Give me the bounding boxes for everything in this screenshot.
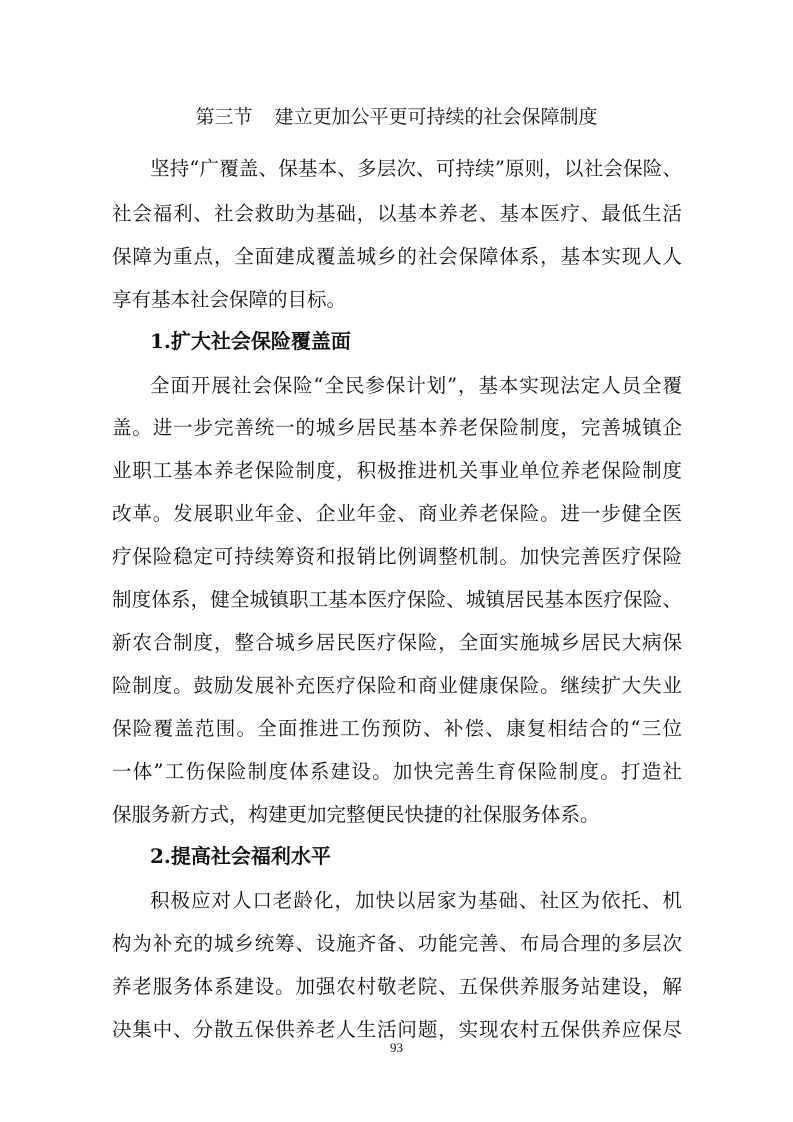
paragraph-line: 保障为重点，全面建成覆盖城乡的社会保障体系，基本实现人人 xyxy=(112,245,682,268)
paragraph-line: 积极应对人口老龄化，加快以居家为基础、社区为依托、机 xyxy=(150,889,682,912)
page-number: 93 xyxy=(390,1040,403,1055)
paragraph-line: 坚持“广覆盖、保基本、多层次、可持续”原则，以社会保险、 xyxy=(150,157,682,180)
paragraph-line: 改革。发展职业年金、企业年金、商业养老保险。进一步健全医 xyxy=(112,502,682,525)
paragraph-line: 疗保险稳定可持续筹资和报销比例调整机制。加快完善医疗保险 xyxy=(112,545,682,568)
paragraph-line: 决集中、分散五保供养老人生活问题，实现农村五保供养应保尽 xyxy=(112,1018,682,1041)
paragraph-line: 社会福利、社会救助为基础，以基本养老、基本医疗、最低生活 xyxy=(112,202,682,225)
paragraph-line: 业职工基本养老保险制度，积极推进机关事业单位养老保险制度 xyxy=(112,459,682,482)
paragraph-line: 享有基本社会保障的目标。 xyxy=(112,288,347,311)
section-number: 第三节 xyxy=(195,106,253,128)
paragraph-line: 险制度。鼓励发展补充医疗保险和商业健康保险。继续扩大失业 xyxy=(112,674,682,697)
paragraph-line: 构为补充的城乡统筹、设施齐备、功能完善、布局合理的多层次 xyxy=(112,932,682,955)
subsection-heading: 1.扩大社会保险覆盖面 xyxy=(150,329,351,353)
section-title xyxy=(0,103,793,131)
paragraph-line: 养老服务体系建设。加强农村敬老院、五保供养服务站建设，解 xyxy=(112,975,682,998)
paragraph-line: 一体”工伤保险制度体系建设。加快完善生育保险制度。打造社 xyxy=(112,760,682,783)
paragraph-line: 保险覆盖范围。全面推进工伤预防、补偿、康复相结合的“三位 xyxy=(112,717,682,740)
paragraph-line: 全面开展社会保险“全民参保计划”，基本实现法定人员全覆 xyxy=(150,374,682,397)
paragraph-line: 保服务新方式，构建更加完整便民快捷的社保服务体系。 xyxy=(112,803,600,826)
section-heading: 建立更加公平更可持续的社会保障制度 xyxy=(274,106,598,128)
paragraph-line: 制度体系，健全城镇职工基本医疗保险、城镇居民基本医疗保险、 xyxy=(112,588,682,611)
subsection-heading: 2.提高社会福利水平 xyxy=(150,844,331,868)
paragraph-line: 盖。进一步完善统一的城乡居民基本养老保险制度，完善城镇企 xyxy=(112,416,682,439)
paragraph-line: 新农合制度，整合城乡居民医疗保险，全面实施城乡居民大病保 xyxy=(112,631,682,654)
